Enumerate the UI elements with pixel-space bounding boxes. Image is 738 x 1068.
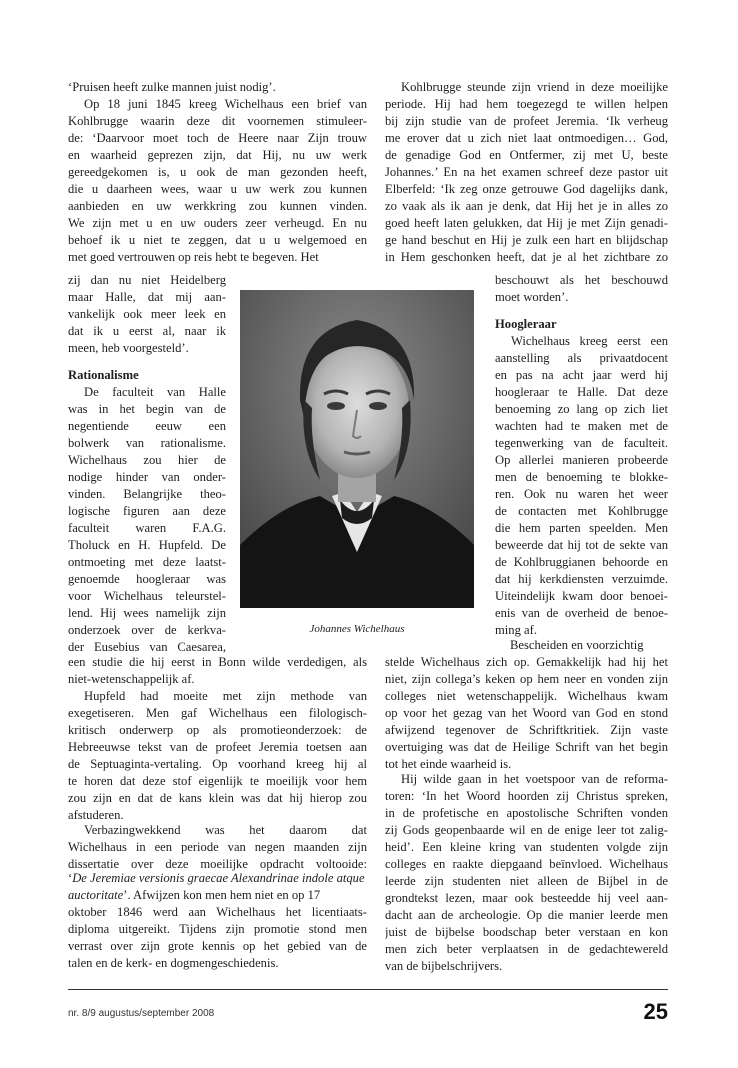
text-line: aanbieden en uw werkkring zou kunnen vinden.	[68, 199, 367, 213]
text-line: bolwerk van rationalisme.	[68, 436, 226, 450]
text-line: benoeming zo lang op zich liet	[495, 402, 668, 416]
text-line: zo vaak als ik aan je denk, dat Hij het je in alles zo	[385, 199, 668, 213]
text-line: grondtekst lezen, maar ook besteedde hij veel aan-	[385, 891, 668, 905]
text-line: de genadige God en Ontfermer, zij met U, beste	[385, 148, 668, 162]
portrait-photo	[240, 290, 474, 608]
text-line: de Kohlbruggianen behoorde en	[495, 555, 668, 569]
text-line: voor Wichelhaus teleurstel-	[68, 589, 226, 603]
text-line: in de profetische en apostolische Schriften vonden	[385, 806, 668, 820]
text-line: zij dan nu niet Heidelberg	[68, 273, 226, 287]
text-line: overtuiging was dat de Heilige Schrift van het begin	[385, 740, 668, 754]
thesis-title-part1: De Jeremiae versionis graecae Alexandrinae indole atque	[72, 871, 365, 885]
text-line: een studie die hij eerst in Bonn wilde verdedigen, als	[68, 655, 367, 669]
text-line: faculteit waren F.A.G.	[68, 521, 226, 535]
text-line: Op 18 juni 1845 kreeg Wichelhaus een brief van	[84, 97, 367, 111]
text-line: Hebreeuwse tekst van de profeet Jeremia toetsen aan	[68, 740, 367, 754]
footer-divider	[68, 989, 668, 990]
text-line: moet worden’.	[495, 290, 569, 304]
text-line: Wichelhaus zou hier de	[68, 453, 226, 467]
text-line: men zich beter verplaatsen in de gedachtewereld	[385, 942, 668, 956]
text-line: talen en de kerk- en dogmengeschiedenis.	[68, 956, 279, 970]
text-line: zou zijn en dat de kans klein was dat hij hierop zou	[68, 791, 367, 805]
text-line: te horen dat deze stof eigenlijk te moeilijk voor hem	[68, 774, 367, 788]
text-line: dat hij kerkdiensten verzuimde.	[495, 572, 668, 586]
text-line: Hupfeld had moeite met zijn methode van	[84, 689, 367, 703]
text-line: dissertatie over deze moeilijke opdracht voltooide:	[68, 857, 367, 871]
text-line: de contacten met Kohlbrugge	[495, 504, 668, 518]
text-line: Elberfeld: ‘Ik zeg onze getrouwe God dagelijks dank,	[385, 182, 668, 196]
text-line: gereedgekomen is, u ook de man gezonden heeft,	[68, 165, 367, 179]
text-line: tegenwerking van de faculteit.	[495, 436, 668, 450]
text-line: zij Gods geopenbaarde wil en de enige leer tot zalig-	[385, 823, 668, 837]
text-line: aanstelling als privaatdocent	[495, 351, 668, 365]
text-line: periode. Hij had hem toegezegd te willen helpen	[385, 97, 668, 111]
text-line: maar Halle, dat mij aan-	[68, 290, 226, 304]
text-line: lend. Hij wees namelijk zijn	[68, 606, 226, 620]
text-line: oktober 1846 werd aan Wichelhaus het licentiaats-	[68, 905, 367, 919]
text-line: en waarheid geprezen zijn, dat Hij, nu uw werk	[68, 148, 367, 162]
text-line: Verbazingwekkend was het daarom dat	[84, 823, 367, 837]
text-line: der Eusebius van Caesarea,	[68, 640, 226, 654]
text-line: die u daarheen wees, waar u uw werk zou kunnen	[68, 182, 367, 196]
text-line: niet, zijn collega’s keken op hem neer en vonden zijn	[385, 672, 668, 686]
text-line: De faculteit van Halle	[84, 385, 226, 399]
text-line: vankelijk ook meer leek en	[68, 307, 226, 321]
text-line: Wichelhaus kreeg eerst een	[511, 334, 668, 348]
text-line: negentiende eeuw een	[68, 419, 226, 433]
text-line: juist de bijbelse boodschap beter verstaan en kon	[385, 925, 668, 939]
text-line: op voor het gezag van het Woord van God en stond	[385, 706, 668, 720]
section-heading-hoogleraar: Hoogleraar	[495, 317, 557, 331]
thesis-title-continuation: auctoritate’. Afwijzen kon men hem niet en op 17	[68, 888, 321, 902]
text-line: Hij wilde gaan in het voetspoor van de reforma-	[401, 772, 668, 786]
text-line: logische figuren aan deze	[68, 504, 226, 518]
text-line: enis van de overheid de benoe-	[495, 606, 668, 620]
bescheiden-first-line: Bescheiden en voorzichtig	[510, 638, 644, 652]
text-line: ontmoeting met deze laatst-	[68, 555, 226, 569]
text-line: van de bijbelschrijvers.	[385, 959, 503, 973]
text-line: dacht aan de archeologie. Op die manier leerde men	[385, 908, 668, 922]
text-line: onderzoek over de kerkva-	[68, 623, 226, 637]
section-heading-rationalisme: Rationalisme	[68, 368, 139, 382]
text-line: kritisch onderwerp op als promotieonderzoek: de	[68, 723, 367, 737]
text-line: Op allerlei manieren probeerde	[495, 453, 668, 467]
photo-caption: Johannes Wichelhaus	[309, 623, 405, 635]
text-line: verrast over zijn grote kennis op het gebied van de	[68, 939, 367, 953]
text-line: wachten had te maken met de	[495, 419, 668, 433]
text-line: was in het begin van de	[68, 402, 226, 416]
text-line: ren. Ook nu waren het weer	[495, 487, 668, 501]
text-line: dat ik u eerst al, naar ik	[68, 324, 226, 338]
text-line: diploma uitgereikt. Tijdens zijn promotie stond men	[68, 922, 367, 936]
text-line: nodige hinder van onder-	[68, 470, 226, 484]
text-line: ming af.	[495, 623, 537, 637]
text-line: men de benoeming te blokke-	[495, 470, 668, 484]
text-line: Kohlbrugge waarin deze dit voornemen stimuleer-	[68, 114, 367, 128]
text-line: met goed vertrouwen op reis hebt te begeven. Het	[68, 250, 319, 264]
text-line: beschouwt als het beschouwd	[495, 273, 668, 287]
text-line: behoef ik u niet te zeggen, dat u u welgemoed en	[68, 233, 367, 247]
text-line: ‘Pruisen heeft zulke mannen juist nodig’.	[68, 80, 276, 94]
text-line: Johannes.’ En na het examen schreef deze pastor uit	[385, 165, 668, 179]
text-line: Uiteindelijk kwam door benoei-	[495, 589, 668, 603]
text-line: toren: ‘In het Woord hoorden zij Christus spreken,	[385, 789, 668, 803]
thesis-title-part2: auctoritate	[68, 888, 124, 902]
text-line: colleges en raakte diepgaand beïnvloed. Wichelhaus	[385, 857, 668, 871]
text-line: Kohlbrugge steunde zijn vriend in deze moeilijke	[401, 80, 668, 94]
text-line: vinden. Belangrijke theo-	[68, 487, 226, 501]
text-line: meen, heb voorgesteld’.	[68, 341, 189, 355]
text-line: die hem parten speelden. Men	[495, 521, 668, 535]
text-line: afwijzend tegenover de Schriftkritiek. Zijn vaste	[385, 723, 668, 737]
text-line: Tholuck en H. Hupfeld. De	[68, 538, 226, 552]
text-line: ge hand beschut en Hij je zulk een hart en blijdschap	[385, 233, 668, 247]
text-line: de Septuaginta-vertaling. Op voorhand kreeg hij al	[68, 757, 367, 771]
text-line: hoogleraar te Halle. Dat deze	[495, 385, 668, 399]
text-line: afstuderen.	[68, 808, 124, 822]
text-line: niet-wetenschappelijk af.	[68, 672, 195, 686]
thesis-title-line: ‘De Jeremiae versionis graecae Alexandrinae indole atque	[68, 871, 365, 885]
text-line: me erover dat u zich niet laat ontmoedigen… God,	[385, 131, 668, 145]
text-line: tot het einde waarheid is.	[385, 757, 512, 771]
text-line: bij zijn studie van de profeet Jeremia. ‘Ik verheug	[385, 114, 668, 128]
text-line: We zijn met u en uw ouders zeer verheugd. En nu	[68, 216, 367, 230]
text-line: Wichelhaus in een periode van negen maanden zijn	[68, 840, 367, 854]
footer-issue: nr. 8/9 augustus/september 2008	[68, 1008, 215, 1019]
text-line: exegetiseren. Men gaf Wichelhaus een filologisch-	[68, 706, 367, 720]
portrait-illustration	[240, 290, 474, 608]
text-line: heid’. Een kleine kring van studenten volgde zijn	[385, 840, 668, 854]
text-line: beweerde dat hij tot de sekte van	[495, 538, 668, 552]
page-number: 25	[643, 999, 668, 1024]
text-line: en pas na acht jaar werd hij	[495, 368, 668, 382]
text-line: goed heeft laten gelukken, dat Hij je met Zijn genadi-	[385, 216, 668, 230]
text-line: stelde Wichelhaus zich op. Gemakkelijk had hij het	[385, 655, 668, 669]
text-line: leerde zijn studenten niet alleen de Bijbel in de	[385, 874, 668, 888]
text-line: de: ‘Daarvoor moet toch de Heere naar Zijn trouw	[68, 131, 367, 145]
text-line: in Hem geschonken heeft, dat je al het zichtbare zo	[385, 250, 668, 264]
text-line: colleges niet wetenschappelijk. Wichelhaus kwam	[385, 689, 668, 703]
text-line: genoemde hoogleraar was	[68, 572, 226, 586]
